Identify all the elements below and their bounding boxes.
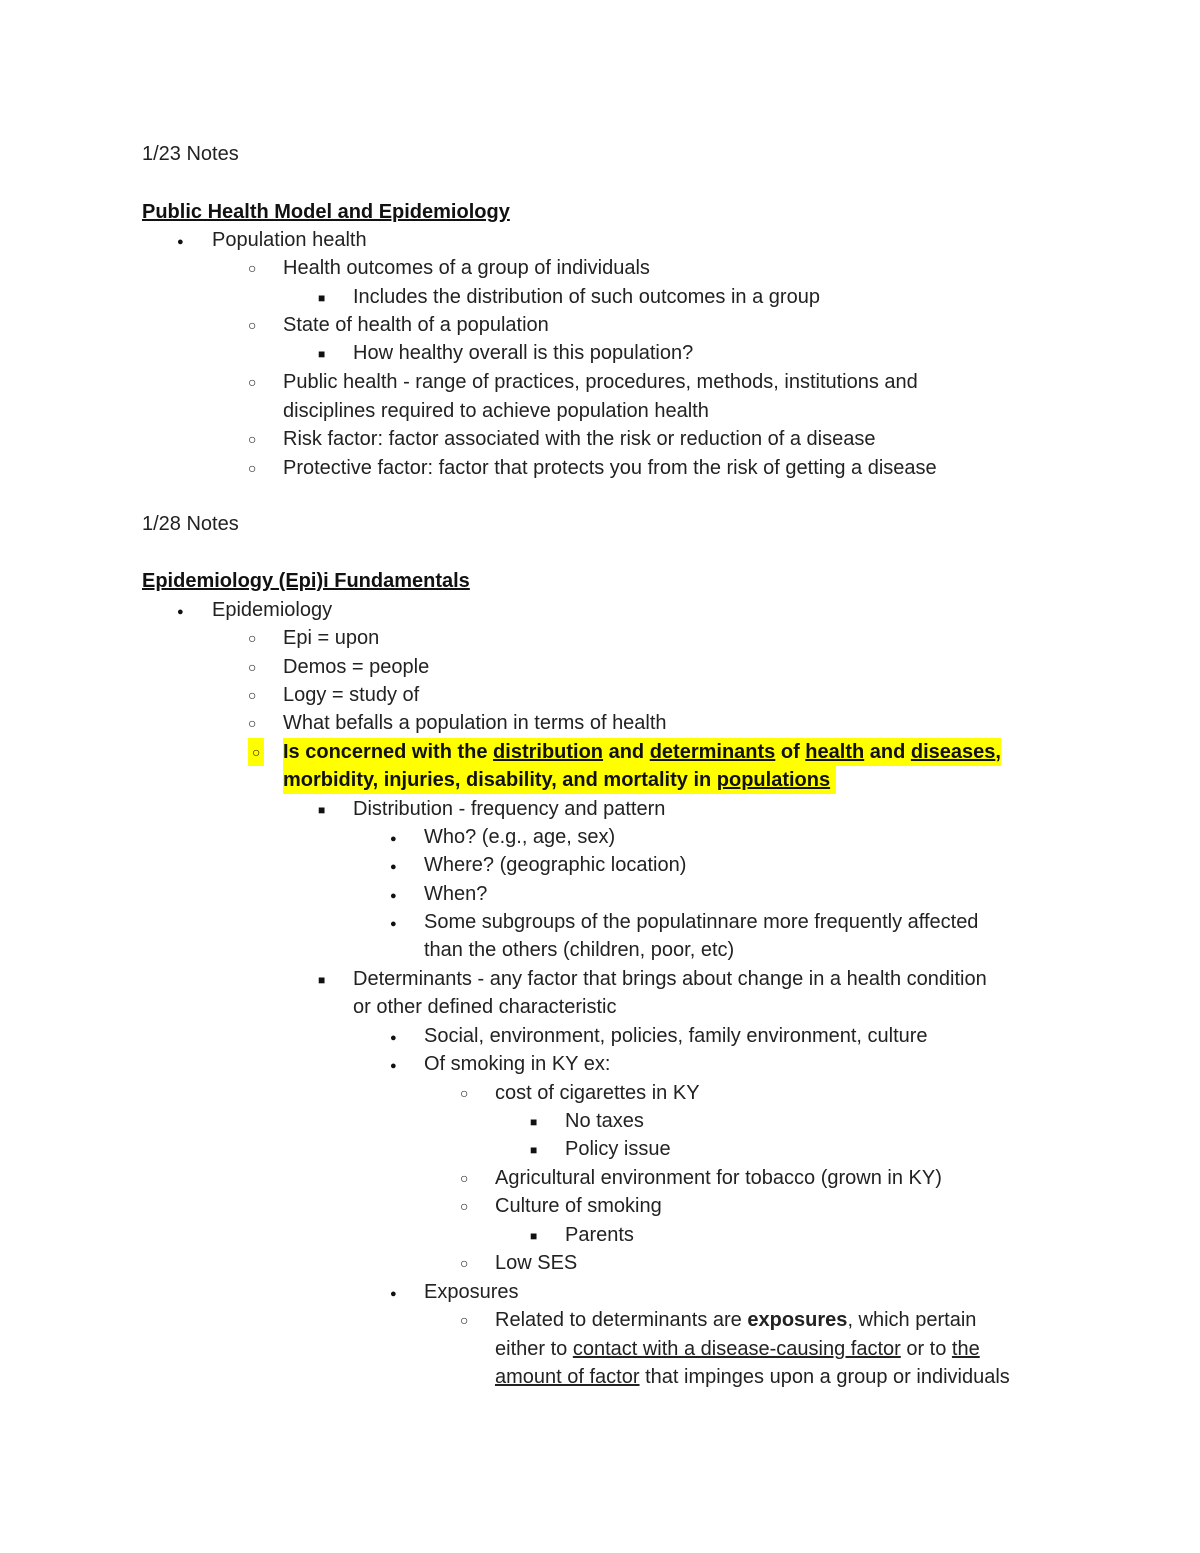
list-item-continued: than the others (children, poor, etc)	[424, 939, 735, 961]
exposure-definition-line-3: amount of factor that impinges upon a group or individuals	[495, 1366, 1010, 1388]
bullet-square-icon	[318, 795, 325, 824]
list-item: Social, environment, policies, family environment, culture	[424, 1025, 928, 1047]
bullet-square-icon	[530, 1221, 537, 1250]
list-item: Exposures	[424, 1281, 519, 1303]
list-item: Determinants - any factor that brings about change in a health condition	[353, 968, 987, 990]
list-item: When?	[424, 883, 488, 905]
highlighted-definition-line-2: morbidity, injuries, disability, and mortality in populations	[283, 766, 836, 794]
bullet-disc-icon	[390, 1050, 397, 1080]
bullet-circle-icon	[248, 368, 256, 396]
bullet-disc-icon	[390, 908, 397, 938]
bullet-square-icon	[318, 965, 325, 994]
bullet-circle-icon	[460, 1164, 468, 1192]
list-item: How healthy overall is this population?	[353, 342, 694, 364]
section-heading-epi-fundamentals: Epidemiology (Epi)i Fundamentals	[142, 570, 470, 592]
list-item: Public health - range of practices, procedures, methods, institutions and	[283, 371, 918, 393]
list-item: Who? (e.g., age, sex)	[424, 826, 616, 848]
list-item: Some subgroups of the populatinnare more frequently affected	[424, 911, 979, 933]
bullet-disc-icon	[390, 1278, 397, 1308]
list-item: Where? (geographic location)	[424, 854, 687, 876]
list-item: cost of cigarettes in KY	[495, 1082, 700, 1104]
list-item: Epidemiology	[212, 599, 333, 621]
bullet-disc-icon	[390, 823, 397, 853]
list-item: Parents	[565, 1224, 634, 1246]
bullet-circle-icon	[460, 1249, 468, 1277]
bullet-square-icon	[530, 1135, 537, 1164]
list-item: Risk factor: factor associated with the risk or reduction of a disease	[283, 428, 876, 450]
list-item: Health outcomes of a group of individuals	[283, 257, 650, 279]
bullet-circle-icon	[460, 1079, 468, 1107]
bullet-circle-icon	[460, 1192, 468, 1220]
bullet-disc-icon	[177, 596, 184, 626]
list-item: Epi = upon	[283, 627, 380, 649]
exposure-definition-line-2: either to contact with a disease-causing factor or to the	[495, 1338, 980, 1360]
list-item: Population health	[212, 229, 367, 251]
list-item: Demos = people	[283, 656, 430, 678]
date-heading-1-23: 1/23 Notes	[142, 143, 239, 165]
list-item-continued: or other defined characteristic	[353, 996, 617, 1018]
bullet-circle-icon	[248, 681, 256, 709]
bullet-circle-icon	[248, 454, 256, 482]
bullet-disc-icon	[390, 851, 397, 881]
list-item: Distribution - frequency and pattern	[353, 798, 666, 820]
list-item: No taxes	[565, 1110, 644, 1132]
bullet-circle-icon	[460, 1306, 468, 1334]
bullet-square-icon	[318, 283, 325, 312]
list-item: Protective factor: factor that protects you from the risk of getting a disease	[283, 457, 937, 479]
list-item: State of health of a population	[283, 314, 549, 336]
bullet-circle-icon	[248, 624, 256, 652]
list-item: Of smoking in KY ex:	[424, 1053, 611, 1075]
bullet-circle-icon	[248, 425, 256, 453]
bullet-circle-icon	[248, 709, 256, 737]
list-item: Culture of smoking	[495, 1195, 662, 1217]
section-heading-public-health: Public Health Model and Epidemiology	[142, 201, 510, 223]
bullet-circle-icon	[248, 738, 264, 766]
list-item-continued: disciplines required to achieve population health	[283, 400, 709, 422]
bullet-disc-icon	[390, 880, 397, 910]
list-item: Includes the distribution of such outcomes in a group	[353, 286, 820, 308]
list-item: Low SES	[495, 1252, 578, 1274]
bullet-circle-icon	[248, 254, 256, 282]
highlighted-definition-line-1: Is concerned with the distribution and determinants of health and diseases,	[283, 738, 1001, 766]
bullet-square-icon	[530, 1107, 537, 1136]
list-item: Logy = study of	[283, 684, 420, 706]
bullet-circle-icon	[248, 311, 256, 339]
bullet-disc-icon	[177, 226, 184, 256]
exposure-definition-line-1: Related to determinants are exposures, which pertain	[495, 1309, 977, 1331]
list-item: Agricultural environment for tobacco (grown in KY)	[495, 1167, 942, 1189]
bullet-square-icon	[318, 339, 325, 368]
date-heading-1-28: 1/28 Notes	[142, 513, 239, 535]
list-item: What befalls a population in terms of health	[283, 712, 667, 734]
bullet-disc-icon	[390, 1022, 397, 1052]
bullet-circle-icon	[248, 653, 256, 681]
list-item: Policy issue	[565, 1138, 671, 1160]
